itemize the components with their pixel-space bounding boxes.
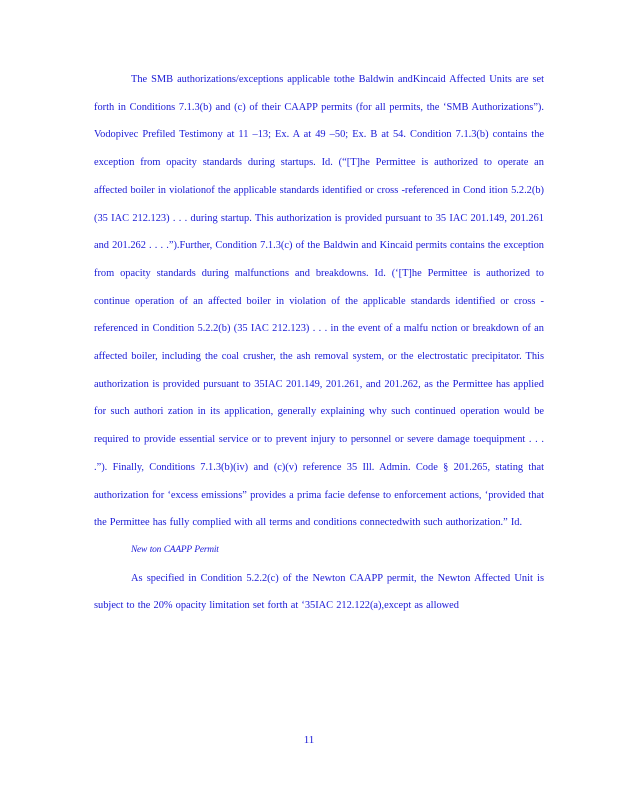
page-number: 11 bbox=[303, 734, 315, 746]
section-heading-newton-permit: New ton CAAPP Permit bbox=[131, 544, 219, 555]
paragraph-newton-opacity: As specified in Condition 5.2.2(c) of the Newton CAAPP permit, the Newton Affected Unit is subject to the 20% opacity limitation set forth at ‘35IAC 212.122(a),except as allowed bbox=[94, 572, 544, 612]
page-body bbox=[94, 66, 544, 620]
paragraph-smb-authorizations: The SMB authorizations/exceptions applicable tothe Baldwin andKincaid Affected Units are set forth in Conditions 7.1.3(b) and (c) of their CAAPP permits (for all permits, the ‘SMB Authorizations”). Vodopivec Prefiled Testimony at 11 –13; Ex. A at 49 –50; Ex. B at 54. Condition 7.1.3(b) contains the exception from opacity standards during startups. Id. (“[T]he Permittee is authorized to operate an affected boiler in violationof the applicable standards identified or cross -referenced in Cond ition 5.2.2(b) (35 IAC 212.123) . . . during startup. This authorization is provided pursuant to 35 IAC 201.149, 201.261 and 201.262 . . . .”).Further, Condition 7.1.3(c) of the Baldwin and Kincaid permits contains the exception from opacity standards during malfunctions and breakdowns. Id. (‘[T]he Permittee is authorized to continue operation of an affected boiler in violation of the applicable standards identified or cross -referenced in Condition 5.2.2(b) (35 IAC 212.123) . . . in the event of a malfu nction or breakdown of an affected boiler, including the coal crusher, the ash removal system, or the electrostatic precipitator. This authorization is provided pursuant to 35IAC 201.149, 201.261, and 201.262, as the Permittee has applied for such authori zation in its application, generally explaining why such continued operation would be required to provide essential service or to prevent injury to personnel or severe damage toequipment . . . .”). Finally, Conditions 7.1.3(b)(iv) and (c)(v) reference 35 Ill. Admin. Code § 201.265, stating that authorization for ‘excess emissions” provides a prima facie defense to enforcement actions, ‘provided that the Permittee has fully complied with all terms and conditions connectedwith such authorization.” Id. bbox=[94, 74, 544, 529]
